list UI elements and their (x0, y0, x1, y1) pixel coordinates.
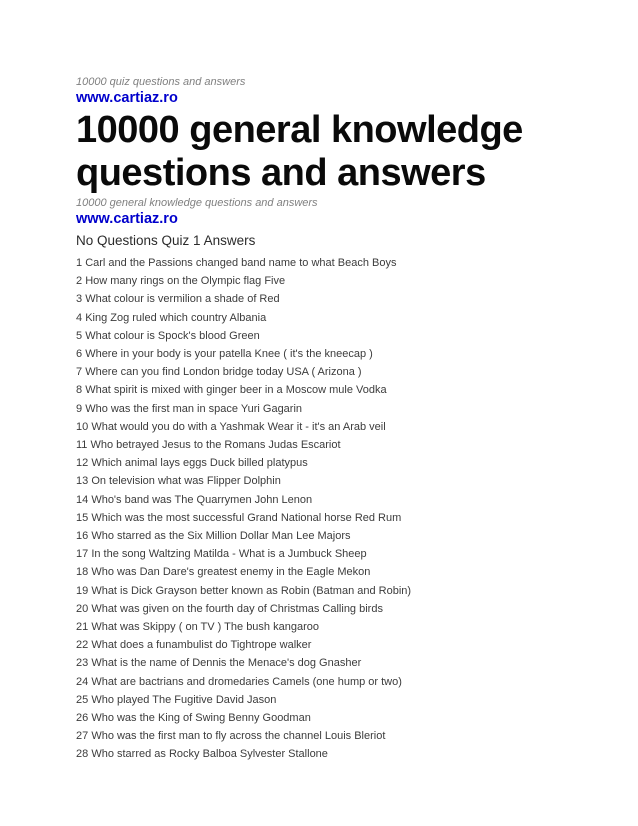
question-line (76, 327, 586, 345)
question-text: What spirit is mixed with ginger beer in a Moscow mule Vodka (85, 384, 387, 397)
question-line (76, 418, 586, 436)
question-text: What was Skippy ( on TV ) The bush kangaroo (91, 621, 319, 634)
question-number: 3 (76, 293, 83, 306)
question-line (76, 491, 586, 509)
question-line (76, 472, 586, 490)
question-number: 6 (76, 348, 83, 361)
question-text: On television what was Flipper Dolphin (91, 475, 281, 488)
question-line (76, 600, 586, 618)
question-text: King Zog ruled which country Albania (85, 311, 267, 324)
question-text: What would you do with a Yashmak Wear it - it's an Arab veil (91, 420, 386, 433)
section-heading: No Questions Quiz 1 Answers (76, 233, 256, 248)
question-number: 28 (76, 748, 89, 761)
question-number: 7 (76, 366, 83, 379)
question-text: Who betrayed Jesus to the Romans Judas Escariot (90, 439, 341, 452)
document-content (76, 76, 586, 764)
page-title: 10000 general knowledge questions and answers (76, 109, 523, 194)
question-number: 11 (76, 439, 88, 452)
question-line (76, 745, 586, 763)
watermark-sub: 10000 general knowledge questions and answers (76, 197, 318, 209)
question-number: 13 (76, 475, 89, 488)
question-number: 23 (76, 657, 89, 670)
question-text: Where in your body is your patella Knee ( it's the kneecap ) (85, 348, 373, 361)
question-line (76, 563, 586, 581)
question-text: Who was Dan Dare's greatest enemy in the Eagle Mekon (91, 566, 371, 579)
question-line (76, 545, 586, 563)
question-line (76, 309, 586, 327)
question-number: 12 (76, 457, 89, 470)
question-line (76, 363, 586, 381)
question-text: What is Dick Grayson better known as Robin (Batman and Robin) (91, 584, 412, 597)
question-number: 24 (76, 675, 89, 688)
question-line (76, 381, 586, 399)
question-number: 4 (76, 311, 83, 324)
question-number: 15 (76, 511, 89, 524)
question-text: Who's band was The Quarrymen John Lenon (91, 493, 313, 506)
site-link-sub[interactable]: www.cartiaz.ro (76, 211, 178, 227)
question-text: Who played The Fugitive David Jason (91, 693, 277, 706)
question-number: 8 (76, 384, 83, 397)
question-line (76, 582, 586, 600)
site-link-top[interactable]: www.cartiaz.ro (76, 90, 178, 106)
question-text: Who was the first man to fly across the channel Louis Bleriot (91, 730, 386, 743)
question-number: 27 (76, 730, 89, 743)
question-text: What are bactrians and dromedaries Camels (one hump or two) (91, 675, 402, 688)
question-line (76, 654, 586, 672)
question-line (76, 290, 586, 308)
question-number: 10 (76, 420, 89, 433)
question-number: 16 (76, 530, 89, 543)
question-text: Which animal lays eggs Duck billed platypus (91, 457, 308, 470)
question-text: What is the name of Dennis the Menace's dog Gnasher (91, 657, 362, 670)
question-line (76, 400, 586, 418)
watermark-top: 10000 quiz questions and answers (76, 76, 246, 88)
question-line (76, 454, 586, 472)
question-number: 19 (76, 584, 89, 597)
question-text: How many rings on the Olympic flag Five (85, 275, 286, 288)
question-line (76, 709, 586, 727)
question-line (76, 727, 586, 745)
question-list (76, 254, 586, 764)
question-text: Who was the first man in space Yuri Gagarin (85, 402, 303, 415)
question-number: 1 (76, 257, 83, 269)
question-text: What was given on the fourth day of Christmas Calling birds (91, 602, 383, 615)
question-number: 21 (76, 621, 89, 634)
question-number: 22 (76, 639, 89, 652)
question-line (76, 272, 586, 290)
question-line (76, 636, 586, 654)
question-number: 17 (76, 548, 89, 561)
question-line (76, 691, 586, 709)
question-number: 2 (76, 275, 83, 288)
question-text: What does a funambulist do Tightrope walker (91, 639, 312, 652)
question-line (76, 509, 586, 527)
question-number: 5 (76, 329, 83, 342)
question-line (76, 527, 586, 545)
question-line (76, 436, 586, 454)
question-number: 14 (76, 493, 89, 506)
question-text: Who starred as the Six Million Dollar Man Lee Majors (91, 530, 351, 543)
question-text: In the song Waltzing Matilda - What is a Jumbuck Sheep (91, 548, 367, 561)
question-number: 20 (76, 602, 89, 615)
question-text: Who starred as Rocky Balboa Sylvester Stallone (91, 748, 328, 761)
question-text: Where can you find London bridge today USA ( Arizona ) (85, 366, 362, 379)
question-text: Which was the most successful Grand National horse Red Rum (91, 511, 402, 524)
question-number: 18 (76, 566, 89, 579)
question-text: What colour is vermilion a shade of Red (85, 293, 280, 306)
question-text: Who was the King of Swing Benny Goodman (91, 712, 311, 725)
question-number: 25 (76, 693, 89, 706)
question-text: Carl and the Passions changed band name to what Beach Boys (85, 257, 397, 269)
question-line (76, 345, 586, 363)
question-number: 9 (76, 402, 83, 415)
question-number: 26 (76, 712, 89, 725)
question-text: What colour is Spock's blood Green (85, 329, 260, 342)
question-line (76, 673, 586, 691)
question-line (76, 254, 586, 272)
question-line (76, 618, 586, 636)
